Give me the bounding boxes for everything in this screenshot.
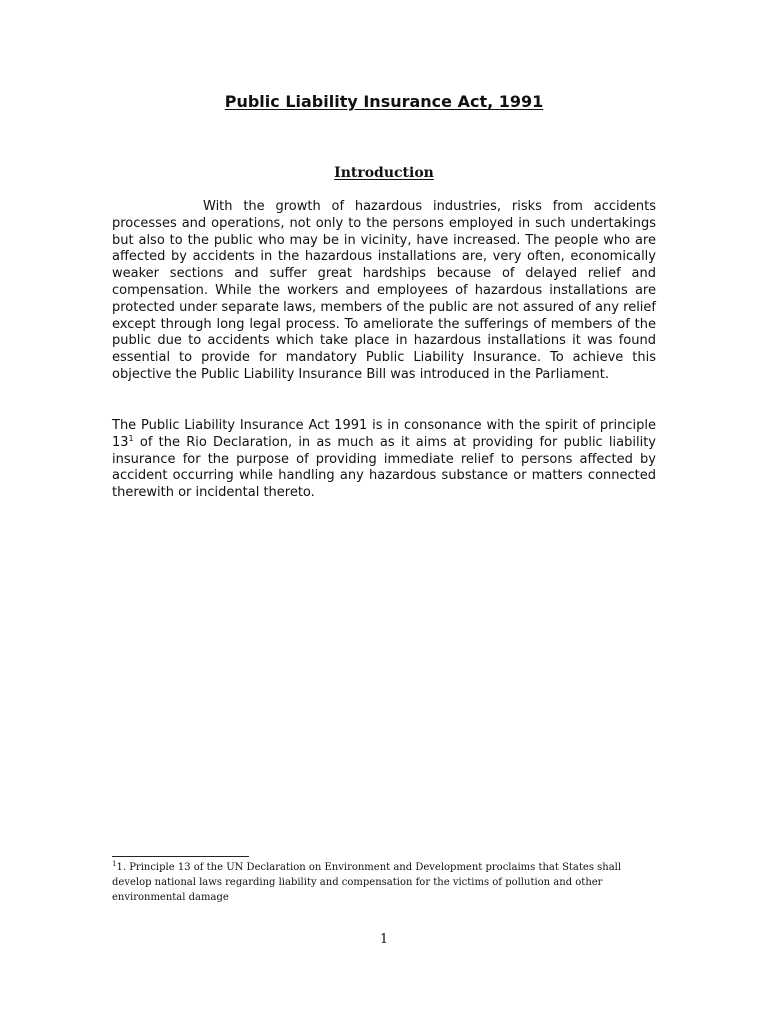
footnote-separator: [112, 856, 249, 857]
page-number: 1: [379, 932, 389, 947]
footnote-text: 1. Principle 13 of the UN Declaration on Environment and Development proclaims that States shall develop national laws regarding liability and compensation for the victims of pollution and other environmental damage: [112, 862, 622, 903]
section-heading: Introduction: [334, 165, 434, 181]
intro-paragraph-1: With the growth of hazardous industries, risks from accidents processes and operations, not only to the persons employed in such undertakings but also to the public who may be in vicinity, have increased. The people who are affected by accidents in the hazardous installations are, very often, economically weaker sections and suffer great hardships because of delayed relief and compensation. While the workers and employees of hazardous installations are protected under separate laws, members of the public are not assured of any relief except through long legal process. To ameliorate the sufferings of members of the public due to accidents which take place in hazardous installations it was found essential to provide for mandatory Public Liability Insurance. To achieve this objective the Public Liability Insurance Bill was introduced in the Parliament.: [112, 199, 656, 382]
footnote-reference-mark: 1: [128, 433, 134, 443]
paragraph-2-text-start: The Public Liability Insurance Act 1991 is in consonance with the spirit of principle 13: [112, 418, 656, 450]
footnote-mark: 1: [112, 860, 117, 868]
document-title: Public Liability Insurance Act, 1991: [224, 92, 544, 111]
intro-paragraph-2: [112, 418, 656, 502]
footnote: [112, 860, 652, 905]
paragraph-2-text-end: of the Rio Declaration, in as much as it aims at providing for public liability insurance for the purpose of providing immediate relief to persons affected by accident occurring while handling any hazardous substance or matters connected therewith or incidental thereto.: [112, 434, 656, 501]
